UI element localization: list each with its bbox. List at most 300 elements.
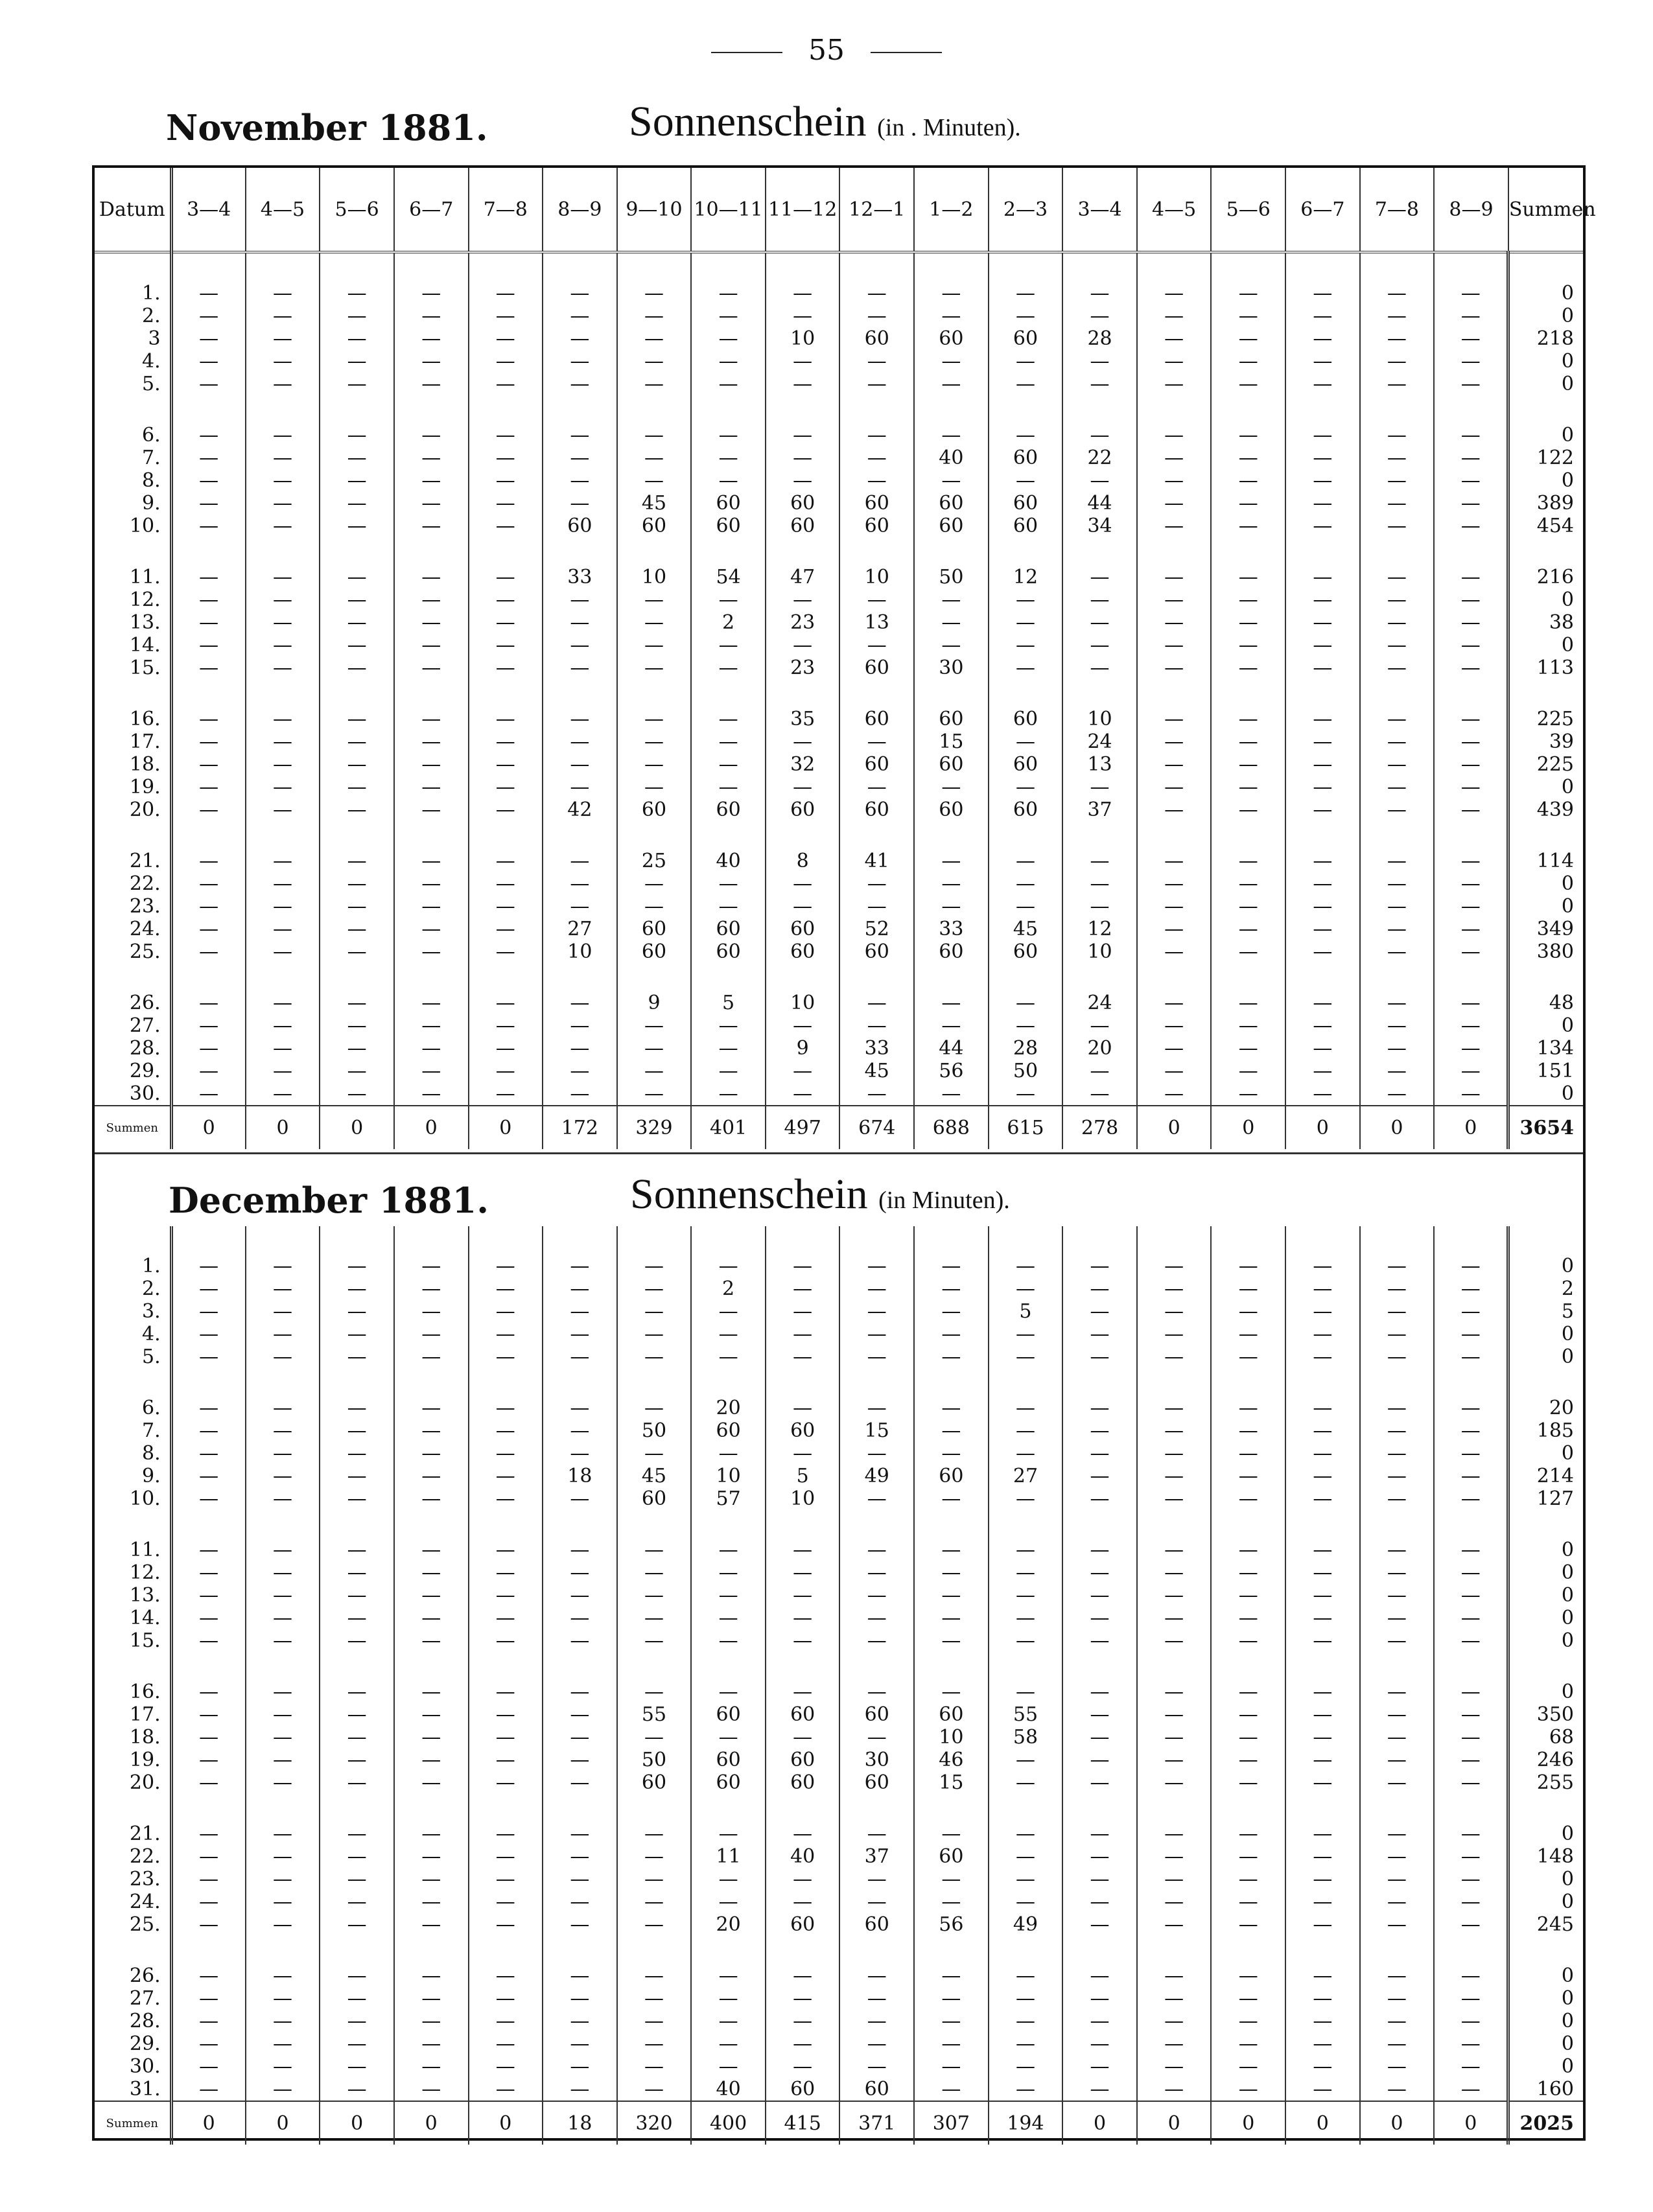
- november-column-cell: [1062, 963, 1137, 1106]
- december-column-cell: [171, 1652, 246, 1794]
- november-cells: — — 28 50 —: [1013, 992, 1038, 1105]
- december-column-cell: [1062, 1936, 1137, 2101]
- december-row-group: [95, 1652, 1583, 1794]
- december-cells: 0 350 68 246 255: [1536, 1681, 1574, 1794]
- november-summen-value: 172: [543, 1106, 617, 1149]
- november-cells: — — — — —: [347, 566, 367, 679]
- november-column-cell: [989, 252, 1063, 395]
- november-column-cell: [1508, 679, 1583, 821]
- november-cells: 25 — — 60 60: [641, 850, 667, 963]
- november-column-cell: [914, 821, 989, 963]
- december-cells: — 40 — — 60: [790, 1822, 815, 1936]
- november-column-cell: [1508, 252, 1583, 395]
- december-summen-value: 0: [171, 2101, 246, 2145]
- december-column-cell: [320, 1794, 394, 1936]
- november-column-cell: [394, 963, 469, 1106]
- november-cells: — — — — —: [199, 282, 219, 395]
- november-cells: 225 39 225 0 439: [1536, 708, 1574, 821]
- column-header-14: 4—5: [1137, 168, 1212, 252]
- december-cells: — — — — —: [570, 1255, 590, 1368]
- december-column-cell: [766, 1652, 840, 1794]
- november-column-cell: [617, 679, 692, 821]
- december-cells: — — — — — 60: [864, 1964, 889, 2101]
- november-cells: 24 — 20 — —: [1087, 992, 1112, 1105]
- november-cells: — — — — —: [1387, 424, 1407, 537]
- december-column-cell: [1434, 1794, 1508, 1936]
- december-cells: — — — — — —: [1164, 1964, 1184, 2101]
- november-row-group: [95, 537, 1583, 679]
- december-column-cell: [1508, 1794, 1583, 1936]
- december-column-cell: [1508, 1652, 1583, 1794]
- november-column-cell: [1285, 963, 1360, 1106]
- november-summen-value: 3654: [1508, 1106, 1583, 1149]
- december-column-cell: [766, 1368, 840, 1510]
- column-header-18: 8—9: [1434, 168, 1508, 252]
- november-summen-value: 0: [469, 1106, 543, 1149]
- november-cells: — — — — —: [421, 566, 441, 679]
- december-cells: — — — — — —: [1313, 1964, 1333, 2101]
- december-column-cell: [1285, 1652, 1360, 1794]
- november-cells: 26. 27. 28. 29. 30.: [129, 992, 161, 1105]
- december-cells: — — — — — —: [199, 1964, 219, 2101]
- december-cells: — 37 — — 60: [864, 1822, 889, 1936]
- november-cells: — — — — —: [644, 282, 664, 395]
- november-cells: 48 0 134 151 0: [1536, 992, 1574, 1105]
- december-column-cell: [1434, 1510, 1508, 1652]
- december-column-cell: [914, 1936, 989, 2101]
- december-cells: — — — — —: [1387, 1822, 1407, 1936]
- december-column-cell: [1434, 1226, 1508, 1368]
- november-month-heading: November 1881.: [166, 107, 488, 148]
- november-column-cell: [914, 252, 989, 395]
- november-column-cell: [320, 821, 394, 963]
- december-column-cell: [914, 1652, 989, 1794]
- november-cells: 47 — 23 — 23: [790, 566, 815, 679]
- december-column-cell: [95, 1368, 171, 1510]
- december-cells: — — — — —: [1238, 1822, 1258, 1936]
- november-column-cell: [320, 537, 394, 679]
- december-cells: — — — — —: [1460, 1822, 1481, 1936]
- november-title-text: Sonnenschein: [629, 98, 867, 145]
- november-column-cell: [1434, 252, 1508, 395]
- november-cells: — — — — 42: [567, 708, 592, 821]
- column-header-4: 6—7: [394, 168, 469, 252]
- november-cells: — — — — —: [421, 850, 441, 963]
- december-summen-value: 0: [1211, 2101, 1285, 2145]
- december-column-cell: [839, 1652, 914, 1794]
- november-cells: — — 28 — —: [1087, 282, 1112, 395]
- december-cells: — — — — — —: [1238, 1964, 1258, 2101]
- november-column-cell: [469, 395, 543, 537]
- november-cells: — — — — —: [495, 282, 515, 395]
- november-cells: 60 — 60 — 60: [1013, 708, 1038, 821]
- column-header-13: 3—4: [1062, 168, 1137, 252]
- november-cells: — — — — —: [1313, 850, 1333, 963]
- december-column-cell: [469, 1226, 543, 1368]
- december-cells: — 55 58 — —: [1013, 1681, 1038, 1794]
- november-column-cell: [766, 963, 840, 1106]
- december-cells: — — — — —: [1313, 1539, 1333, 1652]
- november-summen-value: 329: [617, 1106, 692, 1149]
- december-cells: — 11 — — 20: [716, 1822, 741, 1936]
- november-cells: — — 60 — —: [939, 282, 964, 395]
- december-column-cell: [320, 1936, 394, 2101]
- december-cells: — — — — — 40: [716, 1964, 741, 2101]
- december-cells: — 50 — 45 60: [641, 1397, 667, 1510]
- november-cells: — — — 27 10: [567, 850, 592, 963]
- november-cells: — — — — —: [1238, 282, 1258, 395]
- november-cells: — — — — —: [495, 424, 515, 537]
- november-column-cell: [989, 963, 1063, 1106]
- november-column-cell: [691, 679, 766, 821]
- november-cells: — — — — —: [421, 992, 441, 1105]
- december-column-cell: [914, 1226, 989, 1368]
- november-cells: — — — 33 60: [939, 850, 964, 963]
- december-column-cell: [246, 1368, 320, 1510]
- november-column-cell: [1285, 679, 1360, 821]
- november-column-cell: [989, 679, 1063, 821]
- december-column-cell: [1062, 1368, 1137, 1510]
- november-column-cell: [1285, 395, 1360, 537]
- november-cells: — — — — —: [1313, 282, 1333, 395]
- december-column-cell: [95, 1936, 171, 2101]
- november-column-cell: [246, 821, 320, 963]
- december-cells: — 60 — 5 10: [790, 1397, 815, 1510]
- december-cells: — — — — —: [347, 1397, 367, 1510]
- november-column-cell: [469, 252, 543, 395]
- november-cells: — — — — —: [1387, 282, 1407, 395]
- december-cells: — — — — —: [421, 1397, 441, 1510]
- november-cells: — — — — 60: [567, 424, 592, 537]
- november-column-cell: [1360, 537, 1435, 679]
- december-cells: — — — — —: [1090, 1255, 1110, 1368]
- november-cells: — — 33 45 —: [864, 992, 889, 1105]
- december-cells: — 60 10 46 15: [939, 1681, 964, 1794]
- december-cells: — — — — 49: [1013, 1822, 1038, 1936]
- december-column-cell: [1137, 1794, 1212, 1936]
- november-column-cell: [1137, 252, 1212, 395]
- column-header-17: 7—8: [1360, 168, 1435, 252]
- december-summen-value: 194: [989, 2101, 1063, 2145]
- november-cells: 41 — — 52 60: [864, 850, 889, 963]
- november-cells: — — — — —: [1164, 992, 1184, 1105]
- november-cells: — — — — —: [570, 992, 590, 1105]
- november-column-cell: [95, 963, 171, 1106]
- december-cells: — — — — —: [421, 1539, 441, 1652]
- december-cells: 1. 2. 3. 4. 5.: [142, 1255, 161, 1368]
- december-cells: — — 5 — —: [1015, 1255, 1035, 1368]
- december-column-cell: [1137, 1936, 1212, 2101]
- november-cells: — — — — —: [421, 708, 441, 821]
- column-header-3: 5—6: [320, 168, 394, 252]
- november-cells: — — — — —: [421, 424, 441, 537]
- december-column-cell: [617, 1936, 692, 2101]
- december-cells: 20 185 0 214 127: [1536, 1397, 1574, 1510]
- december-column-cell: [617, 1226, 692, 1368]
- november-column-cell: [320, 252, 394, 395]
- november-cells: — — — — —: [1238, 424, 1258, 537]
- december-cells: — — — — —: [1090, 1397, 1110, 1510]
- december-row-group: [95, 1794, 1583, 1936]
- november-column-cell: [1360, 252, 1435, 395]
- december-cells: — — — — —: [718, 1539, 738, 1652]
- december-column-cell: [989, 1794, 1063, 1936]
- december-column-cell: [171, 1226, 246, 1368]
- december-column-cell: [1360, 1368, 1435, 1510]
- november-column-cell: [469, 679, 543, 821]
- december-column-cell: [171, 1510, 246, 1652]
- november-column-cell: [617, 537, 692, 679]
- december-cells: 20 60 — 10 57: [716, 1397, 741, 1510]
- december-cells: — — — — —: [347, 1255, 367, 1368]
- november-cells: — — — — —: [1238, 850, 1258, 963]
- november-cells: 12 — — — —: [1013, 566, 1038, 679]
- november-summen-value: 401: [691, 1106, 766, 1149]
- november-cells: — — 60 — —: [1013, 282, 1038, 395]
- december-summen-value: 0: [320, 2101, 394, 2145]
- december-column-cell: [320, 1652, 394, 1794]
- december-column-cell: [394, 1936, 469, 2101]
- november-column-cell: [839, 537, 914, 679]
- december-column-cell: [543, 1794, 617, 1936]
- november-summen-row: [95, 1106, 1583, 1149]
- december-summen-value: 320: [617, 2101, 692, 2145]
- november-column-cell: [246, 963, 320, 1106]
- november-cells: 1. 2. 3 4. 5.: [142, 282, 161, 395]
- december-cells: — — — — —: [867, 1255, 887, 1368]
- november-summen-value: 497: [766, 1106, 840, 1149]
- december-column-cell: [1360, 1794, 1435, 1936]
- december-cells: — — — — —: [1090, 1822, 1110, 1936]
- november-column-cell: [914, 679, 989, 821]
- november-column-cell: [469, 963, 543, 1106]
- december-column-cell: [1062, 1652, 1137, 1794]
- november-column-cell: [1137, 821, 1212, 963]
- december-title: [630, 1170, 1010, 1219]
- november-cells: — — — — —: [347, 708, 367, 821]
- november-column-cell: [1508, 821, 1583, 963]
- november-cells: — — — — —: [199, 424, 219, 537]
- december-cells: — 60 — 60 60: [716, 1681, 741, 1794]
- november-cells: 60 15 60 — 60: [939, 708, 964, 821]
- november-row-group: [95, 395, 1583, 537]
- november-column-cell: [1062, 252, 1137, 395]
- december-cells: — — — — —: [495, 1539, 515, 1652]
- december-column-cell: [543, 1936, 617, 2101]
- november-column-cell: [1062, 395, 1137, 537]
- december-column-cell: [839, 1794, 914, 1936]
- november-cells: — — — — —: [495, 850, 515, 963]
- december-cells: 0 148 0 0 245: [1536, 1822, 1574, 1936]
- november-cells: 21. 22. 23. 24. 25.: [129, 850, 161, 963]
- november-cells: — — — — —: [273, 850, 293, 963]
- november-summen-value: 0: [1211, 1106, 1285, 1149]
- november-cells: — — — — —: [495, 708, 515, 821]
- november-cells: — — — — —: [1387, 566, 1407, 679]
- november-column-cell: [543, 252, 617, 395]
- december-row-group: [95, 1368, 1583, 1510]
- column-header-16: 6—7: [1285, 168, 1360, 252]
- november-column-cell: [989, 821, 1063, 963]
- november-cells: — — — — —: [273, 566, 293, 679]
- november-cells: — — — — —: [347, 992, 367, 1105]
- december-cells: — — — — —: [1164, 1397, 1184, 1510]
- december-cells: — — — — —: [199, 1681, 219, 1794]
- december-cells: — — — — —: [421, 1681, 441, 1794]
- november-cells: — — — — —: [1238, 708, 1258, 821]
- december-column-cell: [1285, 1794, 1360, 1936]
- november-cells: 54 — 2 — —: [716, 566, 741, 679]
- november-cells: — — — 12 10: [1087, 850, 1112, 963]
- november-cells: — — — — —: [1090, 566, 1110, 679]
- november-cells: 0 0 218 0 0: [1536, 282, 1574, 395]
- november-column-cell: [766, 821, 840, 963]
- december-column-cell: [1434, 1368, 1508, 1510]
- december-column-cell: [469, 1368, 543, 1510]
- december-row-group: [95, 1510, 1583, 1652]
- november-column-cell: [246, 252, 320, 395]
- december-column-cell: [246, 1510, 320, 1652]
- december-cells: — — — — —: [1090, 1681, 1110, 1794]
- november-column-cell: [1211, 821, 1285, 963]
- column-header-12: 2—3: [989, 168, 1063, 252]
- december-column-cell: [320, 1510, 394, 1652]
- november-cells: — — — — —: [1387, 850, 1407, 963]
- december-cells: — — — — —: [1313, 1822, 1333, 1936]
- page-number-text: 55: [808, 34, 845, 67]
- december-title-text: Sonnenschein: [630, 1170, 868, 1218]
- november-column-cell: [989, 395, 1063, 537]
- november-column-cell: [1434, 963, 1508, 1106]
- december-column-cell: [1434, 1652, 1508, 1794]
- november-cells: 16. 17. 18. 19. 20.: [129, 708, 161, 821]
- december-column-cell: [394, 1226, 469, 1368]
- december-cells: — — — — —: [1164, 1822, 1184, 1936]
- november-cells: — 60 — 60 60: [1013, 424, 1038, 537]
- december-column-cell: [617, 1652, 692, 1794]
- december-cells: — — — — —: [644, 1822, 664, 1936]
- december-cells: — — — — — 60: [790, 1964, 815, 2101]
- november-summen-label: Summen: [95, 1106, 171, 1149]
- november-cells: — — — — —: [1238, 992, 1258, 1105]
- november-cells: — — — — —: [1238, 566, 1258, 679]
- november-column-cell: [1285, 537, 1360, 679]
- december-column-cell: [1137, 1652, 1212, 1794]
- december-summen-value: 0: [1434, 2101, 1508, 2145]
- december-cells: — — — — —: [1313, 1681, 1333, 1794]
- november-cells: 60 — 60 — 60: [864, 708, 889, 821]
- november-column-cell: [171, 679, 246, 821]
- december-cells: — — — — — —: [1090, 1964, 1110, 2101]
- november-column-cell: [617, 963, 692, 1106]
- december-summen-value: 0: [1360, 2101, 1435, 2145]
- november-cells: — — — — —: [1460, 282, 1481, 395]
- november-cells: — — 60 — —: [864, 282, 889, 395]
- december-cells: — — — — — —: [1015, 1964, 1035, 2101]
- december-cells: — — — — —: [421, 1822, 441, 1936]
- december-cells: — — — — —: [1164, 1681, 1184, 1794]
- november-summen-value: 0: [1137, 1106, 1212, 1149]
- december-column-cell: [691, 1368, 766, 1510]
- november-column-cell: [691, 252, 766, 395]
- november-cells: 6. 7. 8. 9. 10.: [129, 424, 161, 537]
- november-cells: — — — — —: [1387, 992, 1407, 1105]
- november-column-cell: [1211, 679, 1285, 821]
- november-column-cell: [543, 537, 617, 679]
- december-cells: — — — — —: [199, 1255, 219, 1368]
- december-column-cell: [691, 1794, 766, 1936]
- november-column-cell: [246, 679, 320, 821]
- december-summen-value: 2025: [1508, 2101, 1583, 2145]
- december-cells: — — — — —: [1238, 1255, 1258, 1368]
- december-cells: — — — — —: [793, 1255, 813, 1368]
- december-column-cell: [1285, 1510, 1360, 1652]
- december-cells: 16. 17. 18. 19. 20.: [129, 1681, 161, 1794]
- november-column-cell: [1434, 679, 1508, 821]
- december-unit: (in Minuten).: [878, 1187, 1010, 1214]
- december-column-cell: [95, 1510, 171, 1652]
- november-column-cell: [1434, 537, 1508, 679]
- december-column-cell: [1360, 1510, 1435, 1652]
- december-cells: — — — — —: [199, 1822, 219, 1936]
- november-cells: — — — — —: [1313, 424, 1333, 537]
- november-title: [629, 97, 1021, 146]
- november-column-cell: [95, 821, 171, 963]
- december-cells: — — — — —: [793, 1539, 813, 1652]
- november-cells: — — — 60 60: [790, 424, 815, 537]
- november-cells: 50 — — — 30: [939, 566, 964, 679]
- november-column-cell: [617, 252, 692, 395]
- december-summen-value: 0: [246, 2101, 320, 2145]
- column-header-7: 9—10: [617, 168, 692, 252]
- december-column-cell: [1211, 1794, 1285, 1936]
- column-header-8: 10—11: [691, 168, 766, 252]
- december-cells: 21. 22. 23. 24. 25.: [129, 1822, 161, 1936]
- november-column-cell: [1137, 537, 1212, 679]
- december-column-cell: [617, 1510, 692, 1652]
- november-summen-value: 688: [914, 1106, 989, 1149]
- december-column-cell: [246, 1936, 320, 2101]
- november-cells: — — — — —: [347, 424, 367, 537]
- december-column-cell: [394, 1652, 469, 1794]
- november-column-cell: [1211, 252, 1285, 395]
- december-cells: — — — — — —: [421, 1964, 441, 2101]
- november-summen-value: 0: [246, 1106, 320, 1149]
- november-column-cell: [469, 821, 543, 963]
- november-row-group: [95, 252, 1583, 395]
- november-summen-value: 0: [171, 1106, 246, 1149]
- december-column-cell: [320, 1368, 394, 1510]
- column-header-9: 11—12: [766, 168, 840, 252]
- november-column-cell: [394, 252, 469, 395]
- december-column-cell: [95, 1652, 171, 1794]
- december-column-cell: [394, 1794, 469, 1936]
- december-cells: — — — — —: [1387, 1539, 1407, 1652]
- december-cells: 26. 27. 28. 29. 30. 31.: [129, 1964, 161, 2101]
- december-cells: — — — — — —: [273, 1964, 293, 2101]
- november-cells: — — — 60 60: [864, 424, 889, 537]
- december-cells: — — — — —: [1460, 1681, 1481, 1794]
- december-cells: — — — — —: [941, 1539, 961, 1652]
- november-column-cell: [1137, 395, 1212, 537]
- november-row-group: [95, 679, 1583, 821]
- november-summen-value: 0: [320, 1106, 394, 1149]
- december-column-cell: [839, 1510, 914, 1652]
- november-column-cell: [1360, 679, 1435, 821]
- december-column-cell: [1285, 1226, 1360, 1368]
- december-cells: — — — — —: [1238, 1681, 1258, 1794]
- november-column-cell: [691, 963, 766, 1106]
